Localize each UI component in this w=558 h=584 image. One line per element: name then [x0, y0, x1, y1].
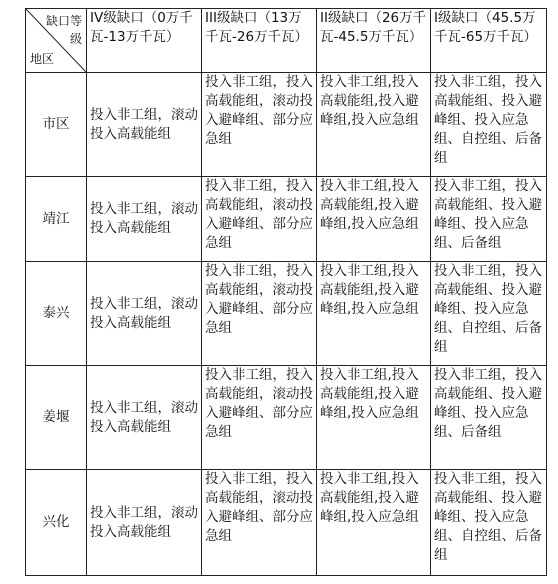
region-cell: 兴化: [26, 470, 87, 576]
corner-bottom-label: 地区: [30, 52, 55, 66]
table-cell: 投入非工组,投入高载能组,投入避峰组,投入应急组: [317, 73, 431, 177]
table-cell: [87, 262, 202, 366]
region-cell: 泰兴: [26, 262, 87, 366]
table-row: [26, 470, 547, 576]
table-cell: 投入非工组，投入高载能组，滚动投入避峰组、部分应急组: [202, 177, 317, 262]
table-cell: 投入非工组，投入高载能组，滚动投入避峰组、部分应急组: [202, 366, 317, 470]
table-cell: 投入非工组，投入高载能组、投入避峰组、投入应急组、后备组: [431, 177, 547, 262]
corner-cell: [26, 9, 87, 73]
cell-text: 投入非工组，滚动投入高载能组: [90, 201, 198, 236]
table-cell: [87, 177, 202, 262]
cell-text: 投入非工组，滚动投入高载能组: [90, 399, 198, 435]
cell-text: 投入非工组，滚动投入高载能组: [90, 106, 198, 142]
region-cell: 姜堰: [26, 366, 87, 470]
gap-level-table: [25, 8, 547, 576]
table-cell: [87, 73, 202, 177]
table-row: [26, 262, 547, 366]
region-cell: 市区: [26, 73, 87, 177]
cell-text: 投入非工组，滚动投入高载能组: [90, 504, 198, 540]
table-row: [26, 177, 547, 262]
table-cell: 投入非工组，投入高载能组、投入避峰组、投入应急组、自控组、后备组: [431, 73, 547, 177]
table-cell: 投入非工组,投入高载能组,投入避峰组,投入应急组: [317, 470, 431, 576]
header-row: [26, 9, 547, 73]
table-cell: 投入非工组，投入高载能组、投入避峰组、投入应急组、自控组、后备组: [431, 262, 547, 366]
corner-top-line1: 缺口等: [46, 14, 83, 28]
header-level-4: IV级缺口（0万千瓦-13万千瓦）: [87, 9, 202, 73]
table-cell: 投入非工组,投入高载能组,投入避峰组,投入应急组: [317, 177, 431, 262]
corner-top-label: [46, 12, 82, 48]
header-level-1: I级缺口（45.5万千瓦-65万千瓦）: [431, 9, 547, 73]
cell-text: 投入非工组，滚动投入高载能组: [90, 295, 198, 331]
table-row: [26, 73, 547, 177]
table-cell: 投入非工组，投入高载能组、投入避峰组、投入应急组、后备组: [431, 366, 547, 470]
header-level-2: II级缺口（26万千瓦-45.5万千瓦）: [317, 9, 431, 73]
header-level-3: III级缺口（13万千瓦-26万千瓦）: [202, 9, 317, 73]
corner-top-line2: 级: [69, 32, 82, 46]
region-cell: 靖江: [26, 177, 87, 262]
table-cell: 投入非工组,投入高载能组,投入避峰组,投入应急组: [317, 366, 431, 470]
table-cell: 投入非工组，投入高载能组，滚动投入避峰组、部分应急组: [202, 470, 317, 576]
table-row: [26, 366, 547, 470]
table-cell: [87, 366, 202, 470]
table-cell: 投入非工组,投入高载能组,投入避峰组,投入应急组: [317, 262, 431, 366]
table-cell: 投入非工组，投入高载能组，滚动投入避峰组、部分应急组: [202, 262, 317, 366]
table-cell: 投入非工组，投入高载能组、投入避峰组、投入应急组、自控组、后备组: [431, 470, 547, 576]
table-cell: 投入非工组，投入高载能组，滚动投入避峰组、部分应急组: [202, 73, 317, 177]
table-cell: [87, 470, 202, 576]
